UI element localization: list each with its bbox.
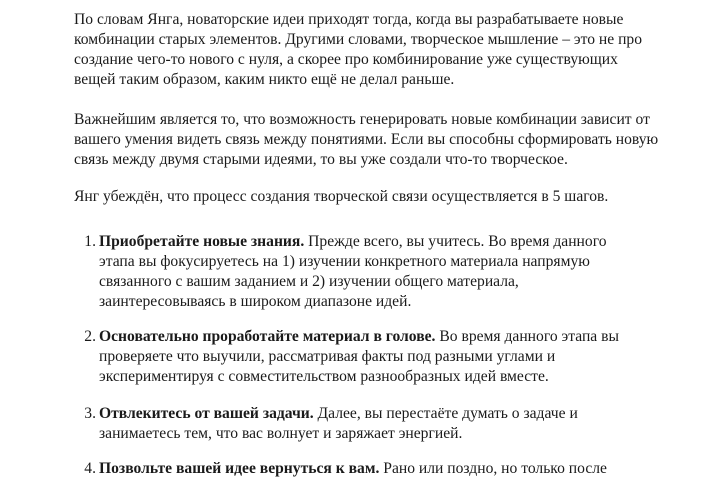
text-line: создание чего-то нового с нуля, а скорее про комбинирование уже существующих <box>74 51 618 68</box>
list-number: 3. <box>84 405 96 422</box>
paragraph-intro <box>74 10 674 90</box>
list-item-body <box>99 404 679 444</box>
step-title: Приобретайте новые знания. <box>99 233 305 250</box>
step-title: Позвольте вашей идее вернуться к вам. <box>99 460 380 477</box>
text-line <box>99 459 679 479</box>
text-line: заинтересовываясь в широком диапазоне идей. <box>99 293 412 310</box>
step-text: Рано или поздно, но только после <box>379 460 607 477</box>
text-line: Важнейшим является то, что возможность генерировать новые комбинации зависит от <box>74 111 650 128</box>
text-line: По словам Янга, новаторские идеи приходят тогда, когда вы разрабатываете новые <box>74 11 624 28</box>
step-text: Во время данного этапа вы <box>435 328 619 345</box>
list-number: 2. <box>84 328 96 345</box>
text-line <box>99 232 679 252</box>
text-line: комбинации старых элементов. Другими словами, творческое мышление – это не про <box>74 31 643 48</box>
text-line: связанного с вашим заданием и 2) изучении общего материала, <box>99 273 519 290</box>
text-line <box>99 327 679 347</box>
paragraph-connections <box>74 110 674 170</box>
list-number: 4. <box>84 460 96 477</box>
text-line: занимаетесь тем, что вас волнует и заряжает энергией. <box>99 425 463 442</box>
text-line: экспериментируя с совместительством разнообразных идей вместе. <box>99 368 549 385</box>
text-line: вашего умения видеть связь между понятиями. Если вы способны сформировать новую <box>74 131 659 148</box>
text-line: вещей таким образом, каким никто ещё не делал раньше. <box>74 71 455 88</box>
text-line: проверяете что выучили, рассматривая факты под разными углами и <box>99 348 556 365</box>
paragraph-steps-intro <box>74 187 674 207</box>
list-item-body <box>99 232 679 312</box>
text-line: Янг убеждён, что процесс создания творческой связи осуществляется в 5 шагов. <box>74 188 609 205</box>
text-line <box>99 404 679 424</box>
list-item-body <box>99 327 679 387</box>
list-item-body <box>99 459 679 479</box>
text-line: этапа вы фокусируетесь на 1) изучении конкретного материала напрямую <box>99 253 590 270</box>
step-text: Прежде всего, вы учитесь. Во время данного <box>304 233 607 250</box>
step-title: Основательно проработайте материал в голове. <box>99 328 436 345</box>
step-title: Отвлекитесь от вашей задачи. <box>99 405 314 422</box>
text-line: связь между двумя старыми идеями, то вы уже создали что-то творческое. <box>74 151 568 168</box>
list-number: 1. <box>84 233 96 250</box>
step-text: Далее, вы перестаёте думать о задаче и <box>313 405 578 422</box>
